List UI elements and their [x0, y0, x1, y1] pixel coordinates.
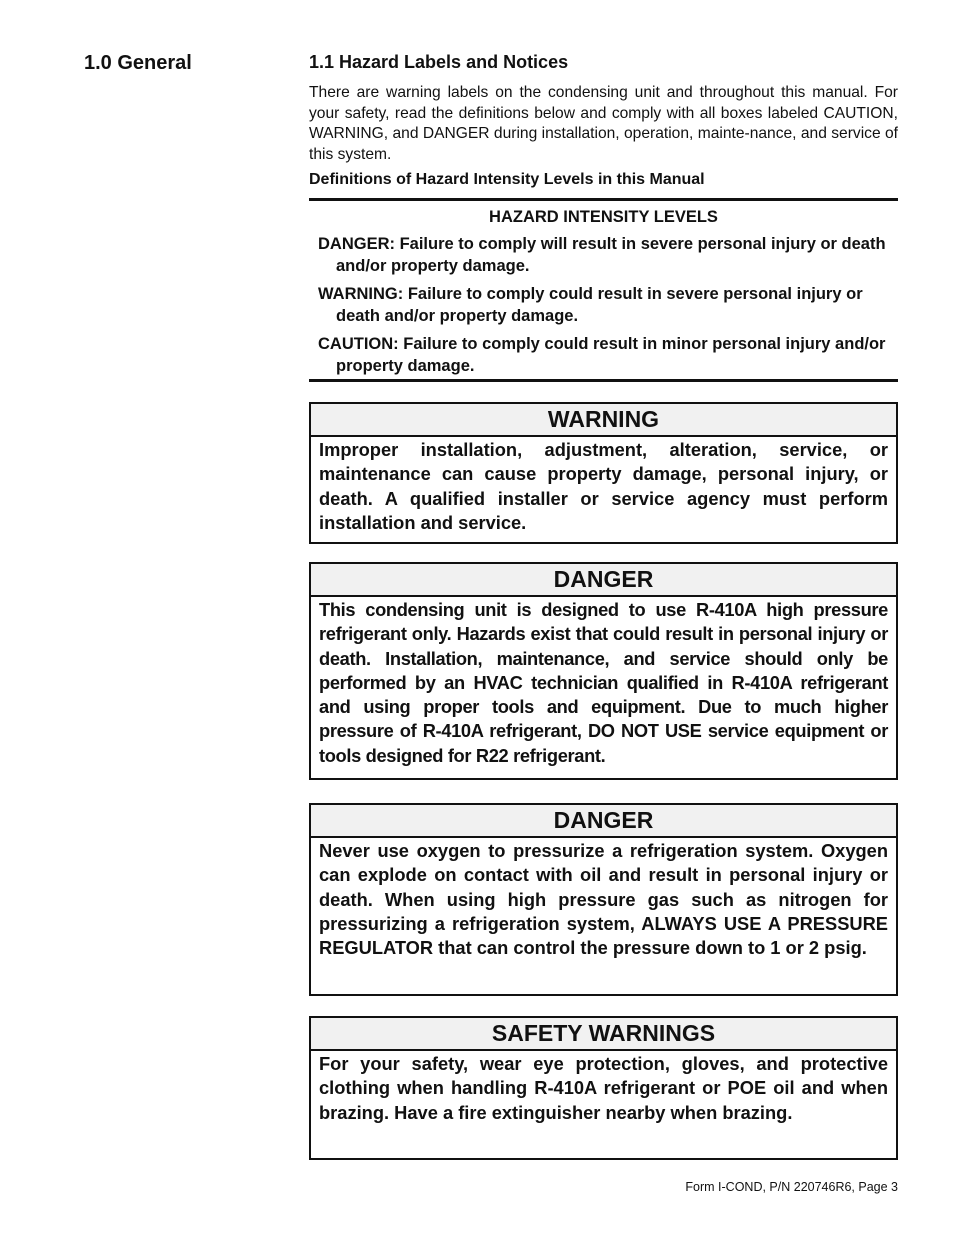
hazard-intensity-table [309, 198, 898, 382]
subsection-heading: 1.1 Hazard Labels and Notices [309, 52, 569, 72]
notice-text: This condensing unit is designed to use R-410A high pressure refrigerant only. Hazards exist that could result in personal injury or death. Installation, maintenance, and service should only be performed by an HVAC technician qualified in R-410A refrigerant and using proper tools and equipment. Due to much higher pressure of R-410A refrigerant, DO NOT USE service equipment or tools designed for R22 refrigerant. [319, 599, 888, 766]
hazard-table-caption: HAZARD INTENSITY LEVELS [489, 208, 718, 226]
hazard-level-warning: WARNING: Failure to comply could result in severe personal injury or death and/or property damage. [318, 285, 863, 325]
definitions-heading: Definitions of Hazard Intensity Levels in this Manual [309, 171, 705, 188]
notice-title: SAFETY WARNINGS [311, 1018, 896, 1051]
notice-title: DANGER [311, 564, 896, 597]
danger-notice-box-oxygen [309, 803, 898, 996]
section-heading: 1.0 General [84, 52, 192, 74]
notice-title: DANGER [311, 805, 896, 838]
notice-text: Never use oxygen to pressurize a refrigeration system. Oxygen can explode on contact with oil and result in personal injury or death. When using high pressure gas such as nitrogen for pressurizing a refrigeration system, ALWAYS USE A PRESSURE REGULATOR that can control the pressure down to 1 or 2 psig. [319, 840, 888, 959]
notice-text: Improper installation, adjustment, alteration, service, or maintenance can cause property damage, personal injury, or death. A qualified installer or service agency must perform installation and service. [319, 439, 888, 533]
notice-text: For your safety, wear eye protection, gloves, and protective clothing when handling R-410A refrigerant or POE oil and when brazing. Have a fire extinguisher nearby when brazing. [319, 1053, 888, 1123]
page-footer: Form I-COND, P/N 220746R6, Page 3 [685, 1180, 898, 1194]
warning-notice-box [309, 402, 898, 544]
hazard-level-danger: DANGER: Failure to comply will result in severe personal injury or death and/or property damage. [318, 235, 886, 275]
danger-notice-box-refrigerant [309, 562, 898, 780]
notice-title: WARNING [311, 404, 896, 437]
intro-paragraph: There are warning labels on the condensing unit and throughout this manual. For your safety, read the definitions below and comply with all boxes labeled CAUTION, WARNING, and DANGER during installation, operation, mainte-nance, and service of this system. [309, 84, 898, 163]
safety-warnings-box [309, 1016, 898, 1160]
hazard-level-caution: CAUTION: Failure to comply could result in minor personal injury and/or property damage. [318, 335, 886, 375]
